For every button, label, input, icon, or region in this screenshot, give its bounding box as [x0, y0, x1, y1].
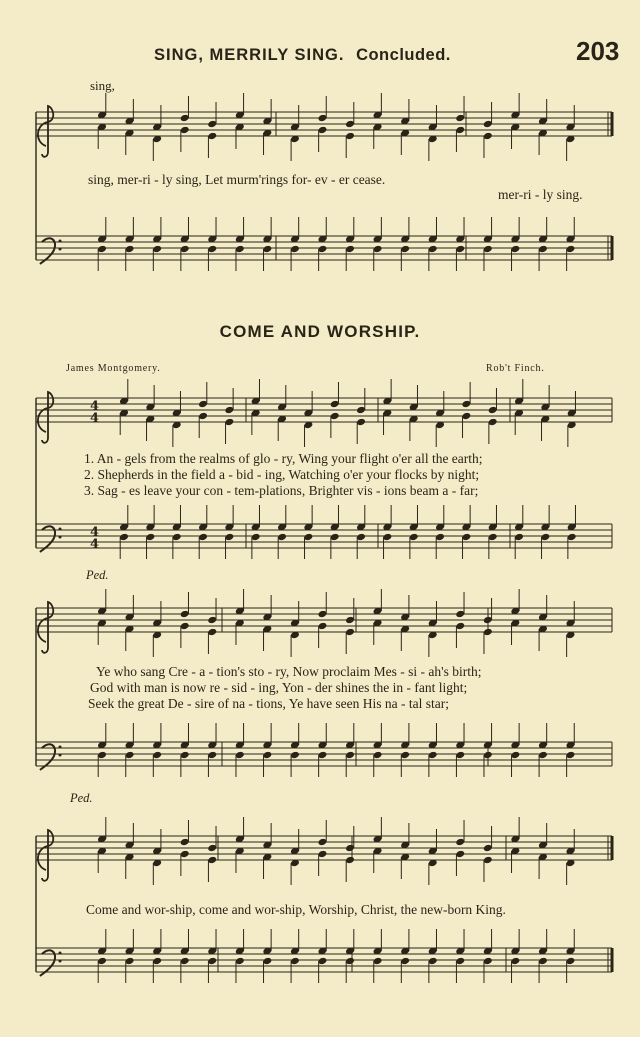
running-title-suffix: Concluded. — [356, 46, 451, 64]
refrain-lyric: Come and wor-ship, come and wor-ship, Worship, Christ, the new-born King. — [86, 902, 506, 917]
previous-hymn-lyric: sing, mer-ri - ly sing, Let murm'rings for- ev - er cease. — [88, 172, 386, 187]
pedal-mark-2: Ped. — [70, 791, 93, 805]
page-number: 203 — [576, 36, 620, 66]
time-signature-denominator: 4 — [90, 537, 100, 552]
bass-clef-dot — [59, 240, 62, 243]
previous-hymn-lyric-lower: mer-ri - ly sing. — [498, 187, 583, 202]
time-signature-numerator: 4 — [90, 399, 100, 414]
upper-cue-lyric: sing, — [90, 78, 115, 93]
author-name: James Montgomery. — [66, 363, 161, 374]
verse-3-line-2: Seek the great De - sire of na - tions, Ye have seen His na - tal star; — [88, 696, 450, 711]
verse-1-line-1: 1. An - gels from the realms of glo - ry, Wing your flight o'er all the earth; — [84, 451, 483, 466]
hymn-title: COME AND WORSHIP. — [219, 322, 421, 341]
bass-clef-dot — [59, 952, 62, 955]
bass-clef-dot — [59, 746, 62, 749]
bass-clef-dot — [59, 248, 62, 251]
verse-1-line-2: Ye who sang Cre - a - tion's sto - ry, Now proclaim Mes - si - ah's birth; — [96, 664, 482, 679]
running-title-text: SING, MERRILY SING. — [154, 46, 345, 64]
treble-clef — [38, 106, 53, 157]
bass-clef-dot — [59, 528, 62, 531]
composer-name: Rob't Finch. — [486, 363, 545, 374]
verse-2-line-1: 2. Shepherds in the field a - bid - ing, Watching o'er your flocks by night; — [84, 467, 480, 482]
bass-clef-dot — [59, 754, 62, 757]
time-signature-numerator: 4 — [90, 525, 100, 540]
treble-clef — [38, 830, 53, 881]
verse-2-line-2: God with man is now re - sid - ing, Yon - der shines the in - fant light; — [90, 680, 468, 695]
author-credit — [66, 360, 161, 375]
treble-clef — [38, 392, 53, 443]
pedal-mark-1: Ped. — [86, 568, 109, 582]
time-signature-denominator: 4 — [90, 411, 100, 426]
verse-3-line-1: 3. Sag - es leave your con - tem-plations, Brighter vis - ions beam a - far; — [84, 483, 479, 498]
bass-clef-dot — [59, 960, 62, 963]
treble-clef — [38, 602, 53, 653]
bass-clef-dot — [59, 536, 62, 539]
composer-credit — [486, 360, 545, 375]
